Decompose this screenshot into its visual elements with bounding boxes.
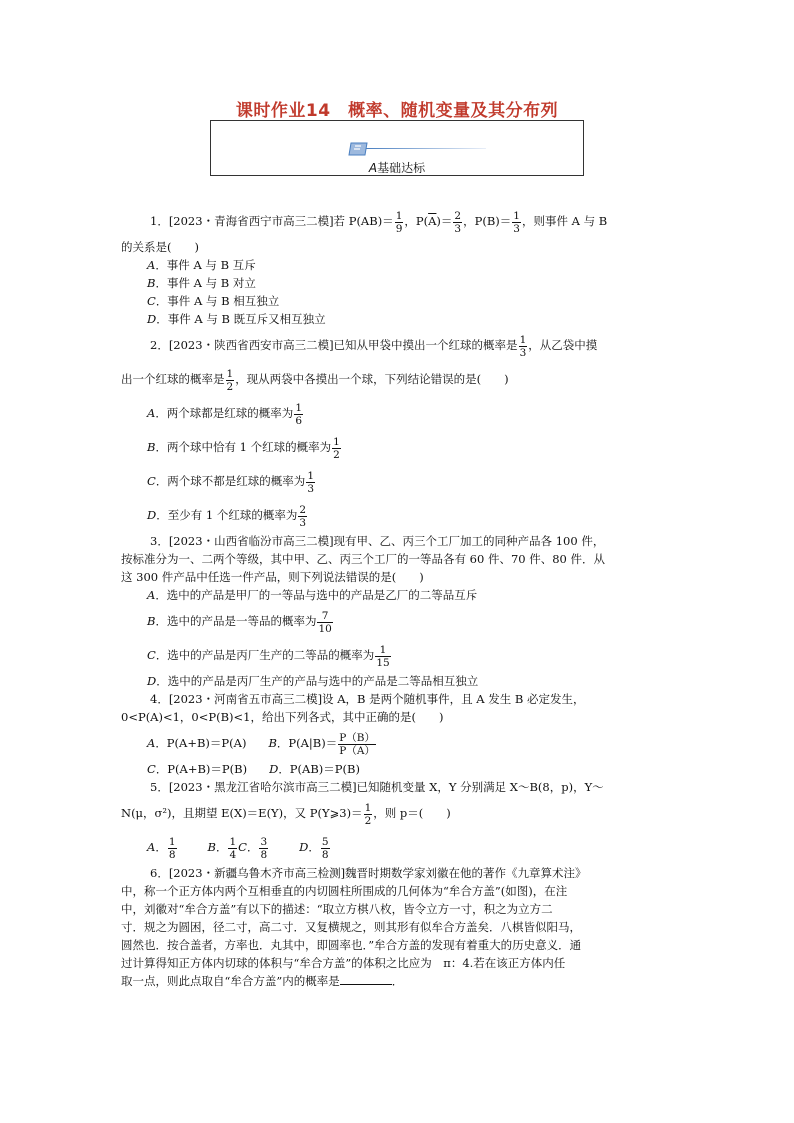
option-letter: D xyxy=(147,508,157,522)
option-letter: B xyxy=(147,440,156,454)
option-letter: A xyxy=(147,588,156,602)
option-text: ．两个球都是红球的概率为 xyxy=(155,406,294,420)
complement-a: $\overline{A}$ xyxy=(428,214,437,228)
option-letter: B xyxy=(268,736,277,750)
q3-option-c xyxy=(146,638,670,672)
q5-line-2 xyxy=(121,796,670,830)
fraction xyxy=(168,836,177,861)
option-letter: C xyxy=(147,762,156,776)
fraction xyxy=(332,436,341,461)
denominator: 8 xyxy=(260,848,268,861)
denominator: 9 xyxy=(395,222,403,235)
q3-option-a xyxy=(146,586,670,604)
q5-text-b: ，则 p＝( ) xyxy=(373,806,451,820)
q6-period: ． xyxy=(391,974,404,988)
option-text: ．事件 A 与 B 对立 xyxy=(155,276,256,290)
q4-options-ab xyxy=(146,726,670,760)
q1-text-d: ，P(B)＝ xyxy=(463,214,512,228)
numerator: 1 xyxy=(168,835,176,848)
q3-option-b xyxy=(146,604,670,638)
option-text: ．事件 A 与 B 既互斥又相互独立 xyxy=(156,312,326,326)
option-text: ．选中的产品是丙厂生产的产品与选中的产品是二等品相互独立 xyxy=(156,674,479,688)
question-content xyxy=(121,204,670,990)
denominator: 3 xyxy=(454,222,462,235)
numerator: 1 xyxy=(226,367,234,380)
option-letter: B xyxy=(207,840,216,854)
denominator: 3 xyxy=(519,346,527,359)
q1-line-1 xyxy=(150,204,670,238)
fraction xyxy=(321,836,330,861)
numerator: 1 xyxy=(375,644,390,657)
q1-text-b: ，P( xyxy=(404,214,429,228)
option-text: ．事件 A 与 B 相互独立 xyxy=(155,294,280,308)
option-text: ．选中的产品是丙厂生产的二等品的概率为 xyxy=(155,648,375,662)
q1-option-a xyxy=(146,256,670,274)
denominator: 3 xyxy=(307,482,314,495)
denominator: 3 xyxy=(513,222,520,235)
numerator: 1 xyxy=(295,401,302,414)
option-text: ．至少有 1 个红球的概率为 xyxy=(156,508,298,522)
option-letter: A xyxy=(147,736,156,750)
denominator: 10 xyxy=(318,622,332,635)
fraction xyxy=(228,836,237,861)
q2-option-a xyxy=(146,396,670,430)
denominator: 2 xyxy=(364,814,372,827)
q4-line-2: 0<P(A)<1，0<P(B)<1，给出下列各式，其中正确的是( ) xyxy=(121,710,444,724)
numerator: 1 xyxy=(513,209,520,222)
option-text: ．选中的产品是甲厂的一等品与选中的产品是乙厂的二等品互斥 xyxy=(155,588,478,602)
q3-line-1: 3．[2023・山西省临汾市高三二模]现有甲、乙、丙三个工厂加工的同种产品各 100 件， xyxy=(150,534,605,548)
q6-text: 取一点，则此点取自“牟合方盖”内的概率是 xyxy=(121,974,340,988)
fraction xyxy=(453,210,462,235)
q6-line-1: 6．[2023・新疆乌鲁木齐市高三检测]魏晋时期数学家刘徽在他的著作《九章算术注》 xyxy=(150,866,587,880)
option-letter: C xyxy=(147,648,156,662)
option-text: ．事件 A 与 B 互斥 xyxy=(155,258,256,272)
q1-text-a: 1．[2023・青海省西宁市高三二模]若 P(AB)＝ xyxy=(150,214,394,228)
fraction xyxy=(395,210,404,235)
option-text: ．P(AB)＝P(B) xyxy=(278,762,360,776)
q6-line-4: 寸．规之为圆困，径二寸，高二寸．又复横规之，则其形有似牟合方盖矣．八棋皆似阳马， xyxy=(121,920,581,934)
option-letter: D xyxy=(299,840,309,854)
numerator: 1 xyxy=(364,801,372,814)
numerator: 3 xyxy=(260,835,268,848)
q3-line-2: 按标准分为一、二两个等级，其中甲、乙、丙三个工厂的一等品各有 60 件、70 件、80 件．从 xyxy=(121,552,606,566)
fraction xyxy=(364,802,373,827)
q2-text-a: 2．[2023・陕西省西安市高三二模]已知从甲袋中摸出一个红球的概率是 xyxy=(150,338,518,352)
fraction xyxy=(294,402,303,427)
q2-line-2 xyxy=(121,362,670,396)
fraction xyxy=(259,836,268,861)
denominator: 2 xyxy=(226,380,234,393)
denominator: 3 xyxy=(299,516,307,529)
q6-line-5: 圆然也．按合盖者，方率也．丸其中，即圆率也．”牟合方盖的发现有着重大的历史意义．通 xyxy=(121,938,582,952)
denominator: 8 xyxy=(168,848,176,861)
q6-line-6: 过计算得知正方体内切球的体积与“牟合方盖”的体积之比应为 π：4.若在该正方体内任 xyxy=(121,956,566,970)
q1-text-e: ，则事件 A 与 B xyxy=(521,214,608,228)
q2-option-b xyxy=(146,430,670,464)
fraction xyxy=(375,644,390,669)
q6-line-3: 中，刘徽对“牟合方盖”有以下的描述：“取立方棋八枚，皆令立方一寸，积之为立方二 xyxy=(121,902,553,916)
q6-line-7 xyxy=(121,972,670,990)
option-letter: D xyxy=(269,762,279,776)
option-text: ．两个球中恰有 1 个红球的概率为 xyxy=(155,440,332,454)
denominator: 6 xyxy=(295,414,302,427)
option-letter: C xyxy=(147,294,156,308)
q2-text-d: ，现从两袋中各摸出一个球，下列结论错误的是( ) xyxy=(235,372,509,386)
q5-text-a: N(μ，σ²)，且期望 E(X)＝E(Y)，又 P(Y⩾3)＝ xyxy=(121,806,363,820)
book-icon xyxy=(348,141,370,157)
option-letter: D xyxy=(147,312,157,326)
option-text: ．P(A+B)＝P(A) xyxy=(155,736,247,750)
numerator: 1 xyxy=(395,209,403,222)
fraction xyxy=(512,210,521,235)
option-text: ．P(A+B)＝P(B) xyxy=(155,762,248,776)
option-text: ．P(A|B)＝ xyxy=(276,736,338,750)
q1-option-d xyxy=(146,310,670,328)
q2-line-1 xyxy=(150,328,670,362)
q2-option-d xyxy=(146,498,670,532)
banner-label xyxy=(211,159,583,176)
answer-blank[interactable] xyxy=(340,974,392,985)
option-letter: C xyxy=(147,474,156,488)
fraction xyxy=(519,334,528,359)
banner-rule xyxy=(366,148,486,149)
q5-line-1: 5．[2023・黑龙江省哈尔滨市高三二模]已知随机变量 X，Y 分别满足 X～B(8，p)，Y～ xyxy=(150,780,604,794)
q3-line-3: 这 300 件产品中任选一件产品，则下列说法错误的是( ) xyxy=(121,570,424,584)
fraction xyxy=(226,368,235,393)
banner-letter: A xyxy=(368,161,378,175)
numerator: 7 xyxy=(317,610,332,623)
fraction xyxy=(298,504,307,529)
numerator: 1 xyxy=(333,435,340,448)
q5-options: A． $\frac{1}{8}$ B． $\frac{1}{4}$ C． $\frac{3}{8}$ D． $\frac{5}{8}$ xyxy=(147,835,329,861)
option-letter: D xyxy=(147,674,157,688)
numerator: 1 xyxy=(229,835,237,848)
q1-option-b xyxy=(146,274,670,292)
option-letter: B xyxy=(147,276,156,290)
option-letter: B xyxy=(147,614,156,628)
section-banner xyxy=(210,120,584,176)
option-letter: A xyxy=(147,840,156,854)
fraction xyxy=(306,470,315,495)
banner-text: 基础达标 xyxy=(377,161,426,175)
q6-line-2: 中，称一个正方体内两个互相垂直的内切圆柱所围成的几何体为“牟合方盖”(如图)，在注 xyxy=(121,884,568,898)
q4-line-1: 4．[2023・河南省五市高三二模]设 A，B 是两个随机事件，且 A 发生 B 必定发生， xyxy=(150,692,585,706)
q2-option-c xyxy=(146,464,670,498)
numerator: 1 xyxy=(307,469,314,482)
option-letter: C xyxy=(238,840,247,854)
fraction xyxy=(317,610,332,635)
q2-text-c: 出一个红球的概率是 xyxy=(121,372,225,386)
q1-text-c: )＝ xyxy=(436,214,453,228)
page-title: 课时作业14 概率、随机变量及其分布列 xyxy=(235,101,559,121)
denominator: 2 xyxy=(333,448,340,461)
denominator: 8 xyxy=(321,848,329,861)
q2-text-b: ，从乙袋中摸 xyxy=(528,338,598,352)
numerator: 2 xyxy=(454,209,462,222)
denominator: 4 xyxy=(229,848,237,861)
fraction xyxy=(338,732,376,757)
option-letter: A xyxy=(147,406,156,420)
q4-options-cd xyxy=(146,760,670,778)
denominator: P（A） xyxy=(339,744,375,757)
q1-option-c xyxy=(146,292,670,310)
q1-line-2: 的关系是( ) xyxy=(121,240,199,254)
option-text: ．两个球不都是红球的概率为 xyxy=(155,474,306,488)
numerator: 5 xyxy=(321,835,329,848)
numerator: 2 xyxy=(299,503,307,516)
numerator: 1 xyxy=(519,333,527,346)
option-text: ．选中的产品是一等品的概率为 xyxy=(155,614,317,628)
denominator: 15 xyxy=(376,656,390,669)
numerator: P（B） xyxy=(339,731,376,744)
q3-option-d xyxy=(146,672,670,690)
option-letter: A xyxy=(147,258,156,272)
